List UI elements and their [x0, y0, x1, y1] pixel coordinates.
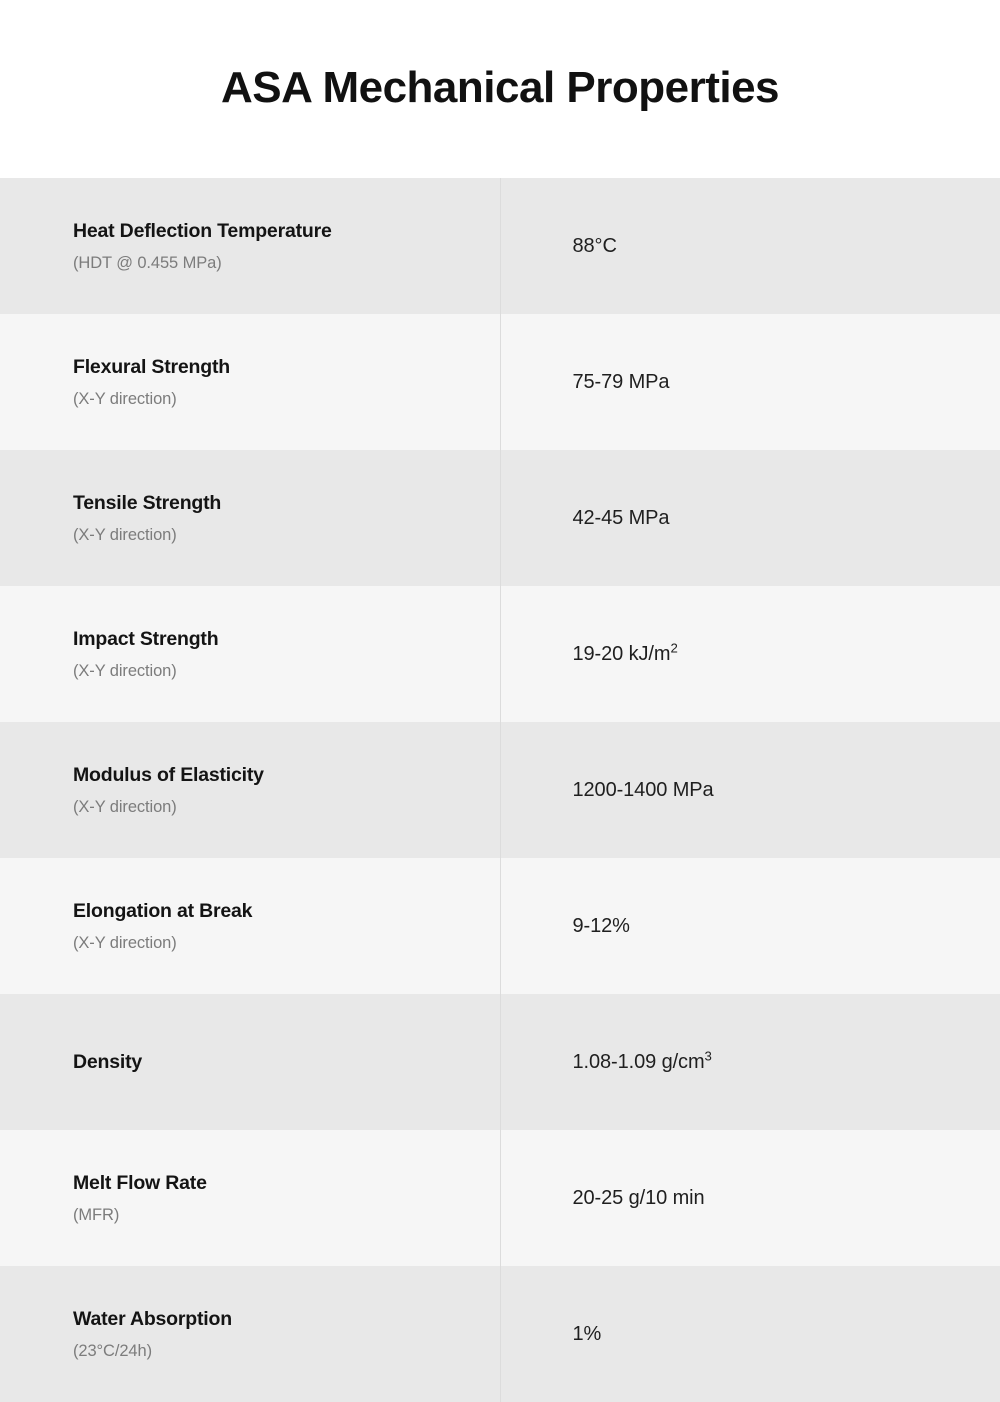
property-value-cell: [500, 178, 1000, 314]
table-row: [0, 178, 1000, 314]
property-value-cell: [500, 994, 1000, 1130]
property-value-cell: [500, 450, 1000, 586]
property-value-text: 88°C: [572, 234, 617, 257]
property-name: Melt Flow Rate: [73, 1171, 207, 1194]
property-value-text: 20-25 g/10 min: [572, 1186, 705, 1209]
property-value-cell: [500, 722, 1000, 858]
property-value-text: 9-12%: [572, 914, 630, 937]
property-qualifier: (HDT @ 0.455 MPa): [73, 253, 222, 272]
property-value: [573, 641, 981, 667]
property-qualifier: (X-Y direction): [73, 797, 177, 816]
property-value-text: 75-79 MPa: [572, 370, 670, 393]
property-label-cell: [0, 314, 500, 450]
property-qualifier: (X-Y direction): [73, 525, 177, 544]
property-value-text: 19-20 kJ/m: [572, 642, 671, 665]
property-value-cell: [500, 586, 1000, 722]
property-value-cell: [500, 314, 1000, 450]
property-name: Density: [73, 1050, 143, 1073]
property-name: Flexural Strength: [73, 355, 230, 378]
property-label-cell: [0, 1266, 500, 1402]
property-value: [573, 1049, 981, 1075]
table-row: [0, 858, 1000, 994]
property-value: [573, 1185, 981, 1211]
property-name: Water Absorption: [73, 1307, 232, 1330]
property-qualifier: (X-Y direction): [73, 389, 177, 408]
property-value-text: 1200-1400 MPa: [572, 778, 714, 801]
property-label-cell: [0, 858, 500, 994]
property-value-text: 1.08-1.09 g/cm: [572, 1050, 705, 1073]
table-row: [0, 1130, 1000, 1266]
table-row: [0, 314, 1000, 450]
property-label-cell: [0, 722, 500, 858]
table-row: [0, 586, 1000, 722]
property-name: Tensile Strength: [73, 491, 222, 514]
page-title: ASA Mechanical Properties: [220, 63, 780, 112]
property-value: [573, 913, 981, 939]
property-label-cell: [0, 178, 500, 314]
property-value-cell: [500, 1266, 1000, 1402]
property-label-cell: [0, 994, 500, 1130]
property-value-cell: [500, 1130, 1000, 1266]
property-value-superscript: 3: [704, 1048, 712, 1064]
property-qualifier: (X-Y direction): [73, 933, 177, 952]
property-name: Heat Deflection Temperature: [73, 219, 332, 242]
table-row: [0, 722, 1000, 858]
table-row: [0, 994, 1000, 1130]
property-label-cell: [0, 586, 500, 722]
property-value-text: 1%: [572, 1322, 602, 1345]
property-label-cell: [0, 1130, 500, 1266]
property-name: Impact Strength: [73, 627, 219, 650]
property-value: [573, 505, 981, 531]
property-qualifier: (23°C/24h): [73, 1341, 152, 1360]
property-value: [573, 233, 981, 259]
table-row: [0, 450, 1000, 586]
property-qualifier: (X-Y direction): [73, 661, 177, 680]
property-value: [573, 1321, 981, 1347]
property-name: Modulus of Elasticity: [73, 763, 264, 786]
property-value: [573, 369, 981, 395]
property-value: [573, 777, 981, 803]
property-value-text: 42-45 MPa: [572, 506, 670, 529]
property-name: Elongation at Break: [73, 899, 253, 922]
table-row: [0, 1266, 1000, 1402]
property-label-cell: [0, 450, 500, 586]
property-qualifier: (MFR): [73, 1205, 120, 1224]
property-value-cell: [500, 858, 1000, 994]
property-value-superscript: 2: [670, 640, 678, 656]
properties-table: [0, 178, 1000, 1402]
properties-table-body: [0, 178, 1000, 1402]
